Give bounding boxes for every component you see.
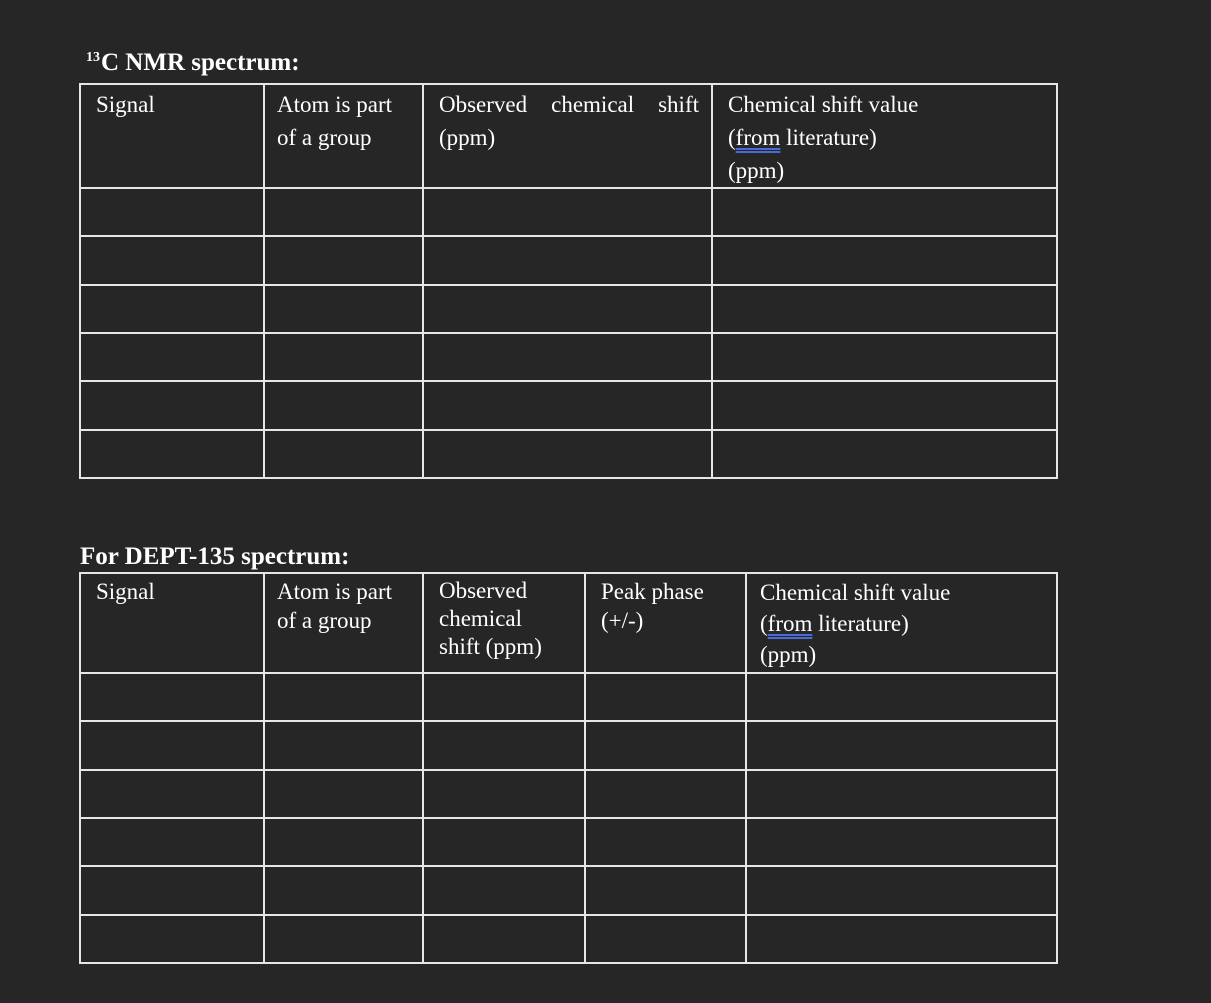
dept-135-table [79, 572, 1058, 964]
table-cell[interactable] [585, 673, 746, 721]
table-cell[interactable] [712, 333, 1057, 381]
table-row [80, 285, 1057, 333]
table-cell[interactable] [585, 818, 746, 866]
table-cell[interactable] [264, 333, 423, 381]
header-signal-label: Signal [96, 579, 155, 604]
table-cell[interactable] [746, 915, 1057, 963]
table-cell[interactable] [264, 866, 423, 914]
header-literature-line2 [728, 121, 1046, 154]
header-signal [80, 573, 264, 673]
table-cell[interactable] [423, 915, 585, 963]
table-cell[interactable] [80, 770, 264, 818]
table-row [80, 188, 1057, 236]
table-cell[interactable] [264, 236, 423, 284]
table-row [80, 430, 1057, 478]
header-atom-line1: Atom is part [277, 579, 392, 604]
header-atom-line1: Atom is part [277, 92, 392, 117]
c13-nmr-heading-text: C NMR spectrum: [101, 49, 300, 76]
table-cell[interactable] [264, 721, 423, 769]
spellcheck-word-from[interactable]: from [767, 611, 813, 636]
header-literature-shift [746, 573, 1057, 673]
table-header-row [80, 84, 1057, 188]
header-observed-shift [423, 573, 585, 673]
header-phase-line1: Peak phase [601, 579, 704, 604]
spellcheck-word-from[interactable]: from [735, 125, 781, 150]
table-cell[interactable] [80, 915, 264, 963]
table-row [80, 721, 1057, 769]
header-atom-group [264, 84, 423, 188]
table-cell[interactable] [712, 236, 1057, 284]
header-phase-line2: (+/-) [601, 608, 644, 633]
header-atom-group [264, 573, 423, 673]
table-row [80, 673, 1057, 721]
table-row [80, 770, 1057, 818]
table-cell[interactable] [423, 188, 712, 236]
table-cell[interactable] [264, 285, 423, 333]
table-row [80, 915, 1057, 963]
table-cell[interactable] [712, 188, 1057, 236]
open-paren: ( [728, 125, 736, 150]
table-cell[interactable] [423, 333, 712, 381]
header-literature-shift [712, 84, 1057, 188]
table-cell[interactable] [80, 188, 264, 236]
table-cell[interactable] [80, 285, 264, 333]
table-cell[interactable] [423, 770, 585, 818]
table-cell[interactable] [712, 430, 1057, 478]
table-cell[interactable] [80, 818, 264, 866]
header-literature-line1: Chemical shift value [728, 92, 919, 117]
header-signal-label: Signal [96, 92, 155, 117]
header-observed-line3: shift (ppm) [439, 634, 542, 659]
dept-135-heading: For DEPT-135 spectrum: [80, 543, 350, 570]
header-observed-line1: Observed chemical shift [439, 92, 699, 117]
c13-nmr-heading [86, 50, 300, 75]
table-cell[interactable] [712, 285, 1057, 333]
table-cell[interactable] [264, 673, 423, 721]
table-cell[interactable] [423, 381, 712, 429]
header-observed-line2: chemical [439, 606, 523, 631]
header-atom-line2: of a group [277, 608, 372, 633]
table-cell[interactable] [585, 915, 746, 963]
header-literature-line3: (ppm) [728, 158, 785, 183]
table-row [80, 236, 1057, 284]
literature-word: literature) [780, 125, 877, 150]
table-cell[interactable] [80, 721, 264, 769]
c13-nmr-table [79, 83, 1058, 479]
table-cell[interactable] [746, 770, 1057, 818]
table-cell[interactable] [712, 381, 1057, 429]
header-atom-line2: of a group [277, 125, 372, 150]
table-cell[interactable] [80, 333, 264, 381]
table-cell[interactable] [585, 866, 746, 914]
table-cell[interactable] [746, 866, 1057, 914]
header-observed-line2: (ppm) [439, 125, 496, 150]
literature-word: literature) [812, 611, 909, 636]
table-cell[interactable] [264, 915, 423, 963]
table-cell[interactable] [80, 430, 264, 478]
table-row [80, 818, 1057, 866]
table-cell[interactable] [423, 236, 712, 284]
table-cell[interactable] [80, 381, 264, 429]
table-cell[interactable] [423, 866, 585, 914]
open-paren: ( [760, 611, 768, 636]
table-row [80, 381, 1057, 429]
table-cell[interactable] [80, 236, 264, 284]
table-cell[interactable] [264, 188, 423, 236]
table-cell[interactable] [423, 818, 585, 866]
header-literature-line3: (ppm) [760, 642, 817, 667]
header-signal [80, 84, 264, 188]
table-cell[interactable] [585, 770, 746, 818]
table-cell[interactable] [423, 721, 585, 769]
table-cell[interactable] [585, 721, 746, 769]
table-cell[interactable] [264, 381, 423, 429]
table-row [80, 866, 1057, 914]
table-row [80, 333, 1057, 381]
table-cell[interactable] [746, 818, 1057, 866]
table-cell[interactable] [746, 721, 1057, 769]
table-cell[interactable] [264, 818, 423, 866]
header-peak-phase [585, 573, 746, 673]
table-header-row [80, 573, 1057, 673]
header-observed-line1: Observed [439, 578, 528, 603]
isotope-superscript: 13 [86, 50, 100, 65]
table-cell[interactable] [423, 430, 712, 478]
header-literature-line2 [760, 608, 1046, 639]
table-cell[interactable] [423, 285, 712, 333]
table-cell[interactable] [264, 770, 423, 818]
table-cell[interactable] [264, 430, 423, 478]
header-observed-shift [423, 84, 712, 188]
table-cell[interactable] [80, 866, 264, 914]
header-literature-line1: Chemical shift value [760, 580, 951, 605]
table-cell[interactable] [423, 673, 585, 721]
table-cell[interactable] [80, 673, 264, 721]
table-cell[interactable] [746, 673, 1057, 721]
